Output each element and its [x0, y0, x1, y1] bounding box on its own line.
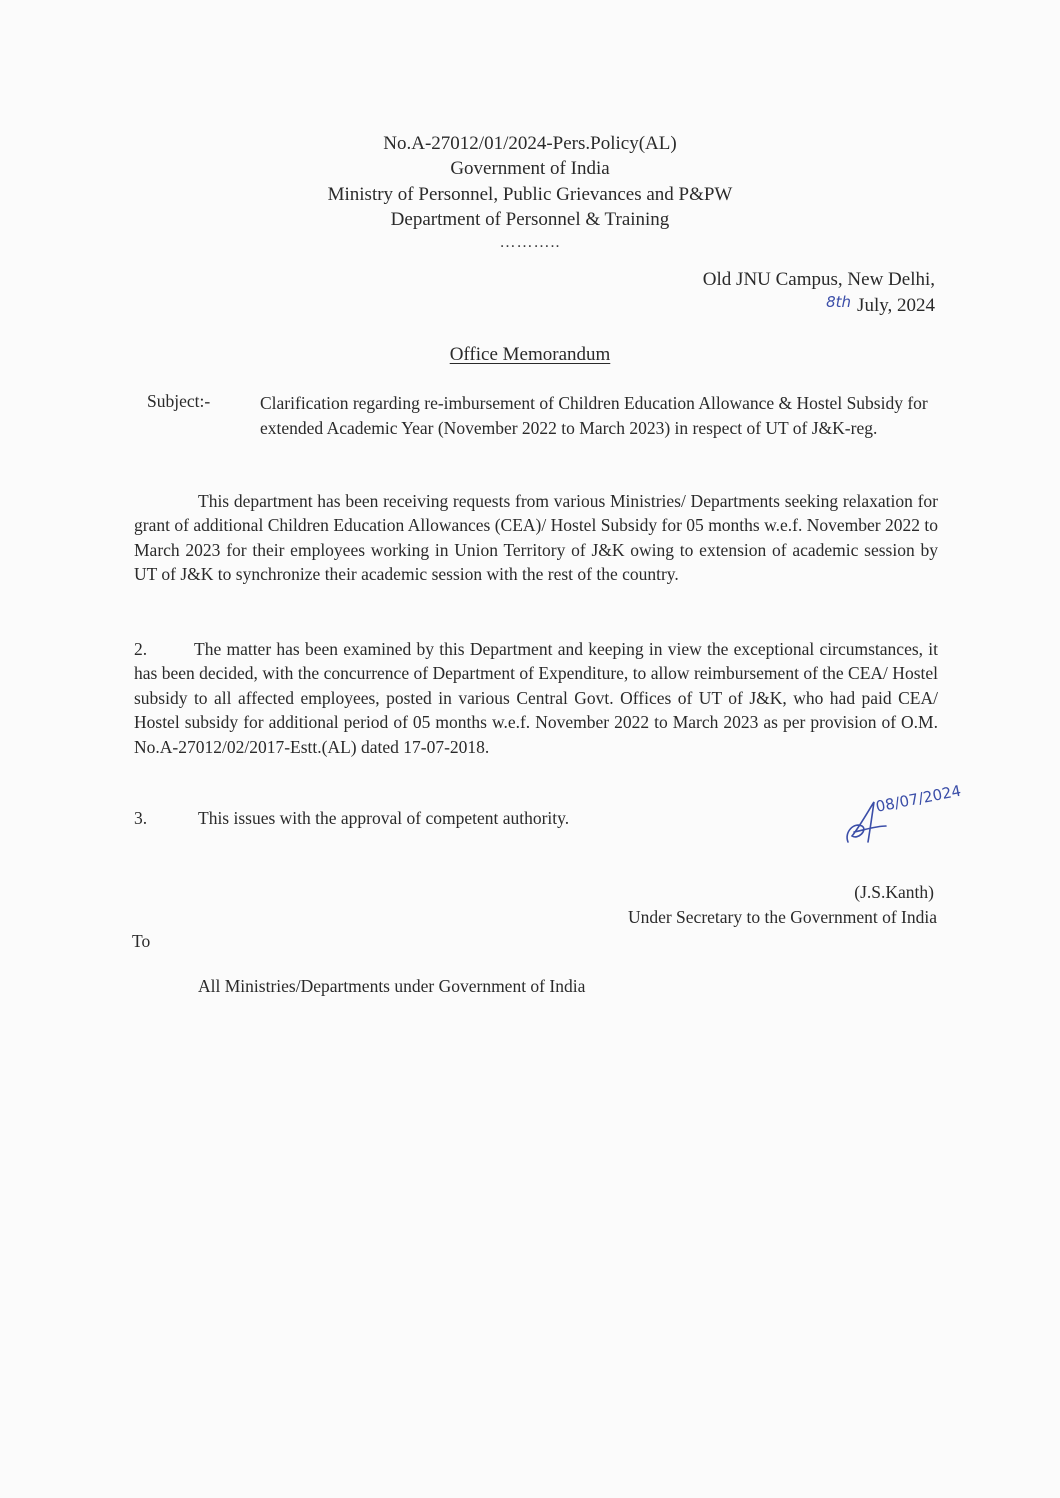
paragraph-1-text: This department has been receiving requests from various Ministries/ Departments seeking relaxation for grant of additional Children Education Allowances (CEA)/ Hostel Subsidy for 05 months w.e.f. November 2022 to March 2023 for their employees working in Union Territory of J&K owing to extension of academic session by UT of J&K to synchronize their academic session with the rest of the country. [134, 491, 938, 585]
government-name: Government of India [450, 158, 610, 179]
memo-title-text: Office Memorandum [449, 344, 611, 365]
date-line [826, 293, 935, 318]
month-year: July, 2024 [857, 295, 935, 316]
memo-title [0, 343, 1060, 367]
header-separator: ……….. [499, 234, 561, 251]
place-line: Old JNU Campus, New Delhi, [702, 269, 935, 290]
paragraph-1 [134, 489, 938, 587]
subject-text: Clarification regarding re-imbursement of Children Education Allowance & Hostel Subsidy for extended Academic Year (November 2022 to March 2023) in respect of UT of J&K-reg. [260, 393, 928, 438]
paragraph-3-number: 3. [134, 808, 148, 828]
to-label: To [132, 931, 151, 951]
department-name: Department of Personnel & Training [390, 209, 670, 230]
handwritten-signature [840, 781, 1020, 866]
paragraph-3-text: This issues with the approval of competent authority. [198, 808, 570, 828]
signatory-designation: Under Secretary to the Government of India [627, 907, 937, 927]
signatory-name: (J.S.Kanth) [854, 882, 934, 902]
ministry-name: Ministry of Personnel, Public Grievances and P&PW [327, 184, 733, 205]
paragraph-3 [134, 808, 569, 830]
paragraph-2 [134, 637, 938, 759]
paragraph-2-number: 2. [134, 639, 148, 659]
signature-date: 08/07/2024 [874, 781, 963, 816]
handwritten-day: 8th [826, 293, 852, 311]
subject-label: Subject:- [147, 391, 211, 411]
file-number: No.A-27012/01/2024-Pers.Policy(AL) [383, 133, 677, 154]
addressee: All Ministries/Departments under Government of India [198, 976, 586, 996]
paragraph-2-text: The matter has been examined by this Department and keeping in view the exceptional circumstances, it has been decided, with the concurrence of Department of Expenditure, to allow reimbursement of the CEA/ Hostel subsidy to all affected employees, posted in various Central Govt. Offices of UT of J&K, who had paid CEA/ Hostel subsidy for additional period of 05 months w.e.f. November 2022 to March 2023 as per provision of O.M. No.A-27012/02/2017-Estt.(AL) dated 17-07-2018. [134, 639, 938, 757]
